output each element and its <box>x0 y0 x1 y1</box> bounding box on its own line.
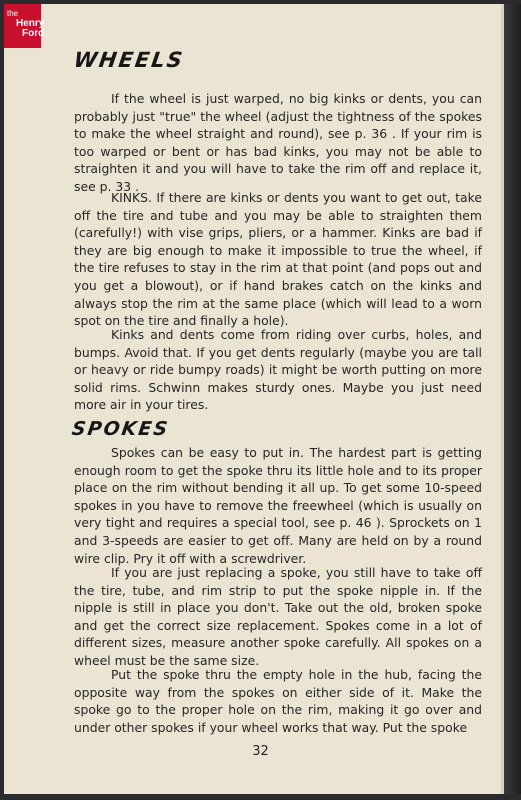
page-number: 32 <box>252 744 269 759</box>
paragraph: Kinks and dents come from riding over curbs, holes, and bumps. Avoid that. If you get dents regularly (maybe you are tall or heavy or ride bumpy roads) it might be worth putting on more solid rims. Schwinn makes sturdy ones. Maybe you just need more air in your tires. <box>74 327 482 413</box>
paragraph: Spokes can be easy to put in. The hardest part is getting enough room to get the spoke thru its little hole and to its proper place on the rim without bending it all up. To get some 10-speed spokes in you have to remove the freewheel (which is usually on very tight and requires a special tool, see p. 46 ). Sprockets on 1 and 3-speeds are easier to get off. Many are held on by a round wire clip. Pry it off with a screwdriver. <box>74 445 482 566</box>
book-page <box>4 4 504 794</box>
paragraph: If you are just replacing a spoke, you still have to take off the tire, tube, and rim strip to put the spoke nipple in. If the nipple is still in place you don't. Take out the old, broken spoke and get the correct size replacement. Spokes come in a lot of different sizes, measure another spoke carefully. All spokes on a wheel must be the same size. <box>74 565 482 668</box>
henry-ford-logo: the Henry Ford <box>4 4 41 48</box>
section-heading-wheels: WHEELS <box>72 48 186 72</box>
paragraph: Put the spoke thru the empty hole in the hub, facing the opposite way from the spokes on either side of it. Make the spoke go to the proper hole on the rim, making it go over and under other spokes if your wheel works that way. Put the spoke <box>74 667 482 735</box>
paragraph: If the wheel is just warped, no big kinks or dents, you can probably just "true" the wheel (adjust the tightness of the spokes to make the wheel straight and round), see p. 36 . If your rim is too warped or bent or has bad kinks, you may not be able to straighten it and you will have to take the rim off and replace it, see p. 33 . <box>74 91 482 194</box>
section-heading-spokes: SPOKES <box>70 418 171 440</box>
paragraph: KINKS. If there are kinks or dents you want to get out, take off the tire and tube and you may be able to straighten them (carefully!) with vise grips, pliers, or a hammer. Kinks are bad if they are big enough to make it impossible to true the wheel, if the tire refuses to stay in the rim at that point (and pops out and you get a blowout), or if hand brakes catch on the kinks and always stop the rim at the same place (which will lead to a worn spot on the tire and finally a hole). <box>74 190 482 329</box>
book-spine <box>504 4 521 794</box>
